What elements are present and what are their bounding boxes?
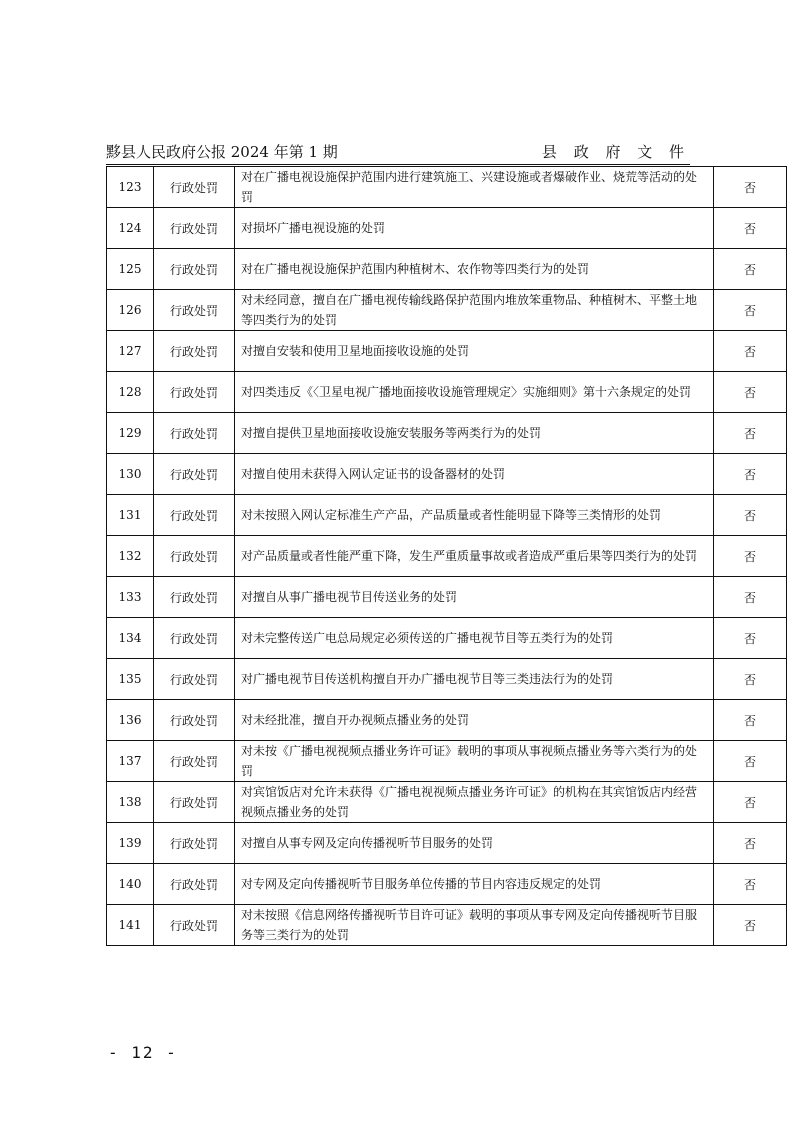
row-item: 对产品质量或者性能严重下降，发生严重质量事故或者造成严重后果等四类行为的处罚 [235,536,714,577]
row-type: 行政处罚 [154,741,235,782]
row-number: 140 [107,864,154,905]
row-flag: 否 [714,495,787,536]
row-number: 130 [107,454,154,495]
row-flag: 否 [714,823,787,864]
table-row [107,782,787,823]
row-flag: 否 [714,290,787,331]
row-item: 对擅自从事广播电视节目传送业务的处罚 [235,577,714,618]
row-type: 行政处罚 [154,290,235,331]
row-type: 行政处罚 [154,577,235,618]
row-flag: 否 [714,454,787,495]
row-item: 对擅自从事专网及定向传播视听节目服务的处罚 [235,823,714,864]
row-number: 136 [107,700,154,741]
row-flag: 否 [714,167,787,208]
table-row [107,454,787,495]
row-item: 对擅自提供卫星地面接收设施安装服务等两类行为的处罚 [235,413,714,454]
row-flag: 否 [714,536,787,577]
row-type: 行政处罚 [154,413,235,454]
row-number: 127 [107,331,154,372]
row-number: 129 [107,413,154,454]
row-item: 对宾馆饭店对允许未获得《广播电视视频点播业务许可证》的机构在其宾馆饭店内经营视频点播业务的处罚 [235,782,714,823]
row-type: 行政处罚 [154,536,235,577]
row-type: 行政处罚 [154,618,235,659]
row-number: 125 [107,249,154,290]
row-number: 132 [107,536,154,577]
row-item: 对擅自安装和使用卫星地面接收设施的处罚 [235,331,714,372]
row-type: 行政处罚 [154,823,235,864]
row-flag: 否 [714,208,787,249]
row-item: 对在广播电视设施保护范围内进行建筑施工、兴建设施或者爆破作业、烧荒等活动的处罚 [235,167,714,208]
row-type: 行政处罚 [154,208,235,249]
row-number: 139 [107,823,154,864]
table-row [107,659,787,700]
row-number: 135 [107,659,154,700]
table-row [107,741,787,782]
publication-title: 黟县人民政府公报 2024 年第 1 期 [106,143,338,161]
row-item: 对擅自使用未获得入网认定证书的设备器材的处罚 [235,454,714,495]
page-header [106,140,690,164]
row-item: 对未按照《信息网络传播视听节目许可证》载明的事项从事专网及定向传播视听节目服务等三类行为的处罚 [235,905,714,946]
row-number: 128 [107,372,154,413]
row-type: 行政处罚 [154,905,235,946]
table-row [107,372,787,413]
row-type: 行政处罚 [154,454,235,495]
table-row [107,331,787,372]
table-row [107,536,787,577]
row-flag: 否 [714,864,787,905]
row-item: 对专网及定向传播视听节目服务单位传播的节目内容违反规定的处罚 [235,864,714,905]
table-row [107,700,787,741]
table-row [107,577,787,618]
row-flag: 否 [714,249,787,290]
row-number: 131 [107,495,154,536]
row-item: 对未按照入网认定标准生产产品，产品质量或者性能明显下降等三类情形的处罚 [235,495,714,536]
row-item: 对未经同意，擅自在广播电视传输线路保护范围内堆放笨重物品、种植树木、平整土地等四类行为的处罚 [235,290,714,331]
row-flag: 否 [714,905,787,946]
row-number: 138 [107,782,154,823]
table-row [107,905,787,946]
row-item: 对未按《广播电视视频点播业务许可证》载明的事项从事视频点播业务等六类行为的处罚 [235,741,714,782]
row-flag: 否 [714,782,787,823]
row-flag: 否 [714,618,787,659]
row-type: 行政处罚 [154,659,235,700]
row-number: 133 [107,577,154,618]
row-flag: 否 [714,659,787,700]
row-item: 对未经批准，擅自开办视频点播业务的处罚 [235,700,714,741]
page-number: - 12 - [108,1043,178,1062]
row-flag: 否 [714,577,787,618]
penalty-items-table [106,166,787,946]
table-row [107,208,787,249]
table-row [107,618,787,659]
row-type: 行政处罚 [154,372,235,413]
row-type: 行政处罚 [154,495,235,536]
row-type: 行政处罚 [154,249,235,290]
row-number: 123 [107,167,154,208]
table-body [107,167,787,946]
table-row [107,864,787,905]
row-type: 行政处罚 [154,167,235,208]
table-row [107,167,787,208]
row-flag: 否 [714,700,787,741]
row-type: 行政处罚 [154,331,235,372]
row-number: 126 [107,290,154,331]
row-item: 对损坏广播电视设施的处罚 [235,208,714,249]
row-number: 141 [107,905,154,946]
row-type: 行政处罚 [154,782,235,823]
row-type: 行政处罚 [154,700,235,741]
table-row [107,413,787,454]
section-title: 县 政 府 文 件 [541,143,690,161]
row-item: 对未完整传送广电总局规定必须传送的广播电视节目等五类行为的处罚 [235,618,714,659]
row-number: 137 [107,741,154,782]
row-item: 对四类违反《〈卫星电视广播地面接收设施管理规定〉实施细则》第十六条规定的处罚 [235,372,714,413]
header-divider [106,164,690,165]
row-type: 行政处罚 [154,864,235,905]
row-flag: 否 [714,372,787,413]
table-row [107,249,787,290]
row-number: 134 [107,618,154,659]
table-row [107,823,787,864]
table-row [107,495,787,536]
row-number: 124 [107,208,154,249]
row-item: 对广播电视节目传送机构擅自开办广播电视节目等三类违法行为的处罚 [235,659,714,700]
table-row [107,290,787,331]
row-flag: 否 [714,741,787,782]
row-flag: 否 [714,331,787,372]
row-item: 对在广播电视设施保护范围内种植树木、农作物等四类行为的处罚 [235,249,714,290]
row-flag: 否 [714,413,787,454]
